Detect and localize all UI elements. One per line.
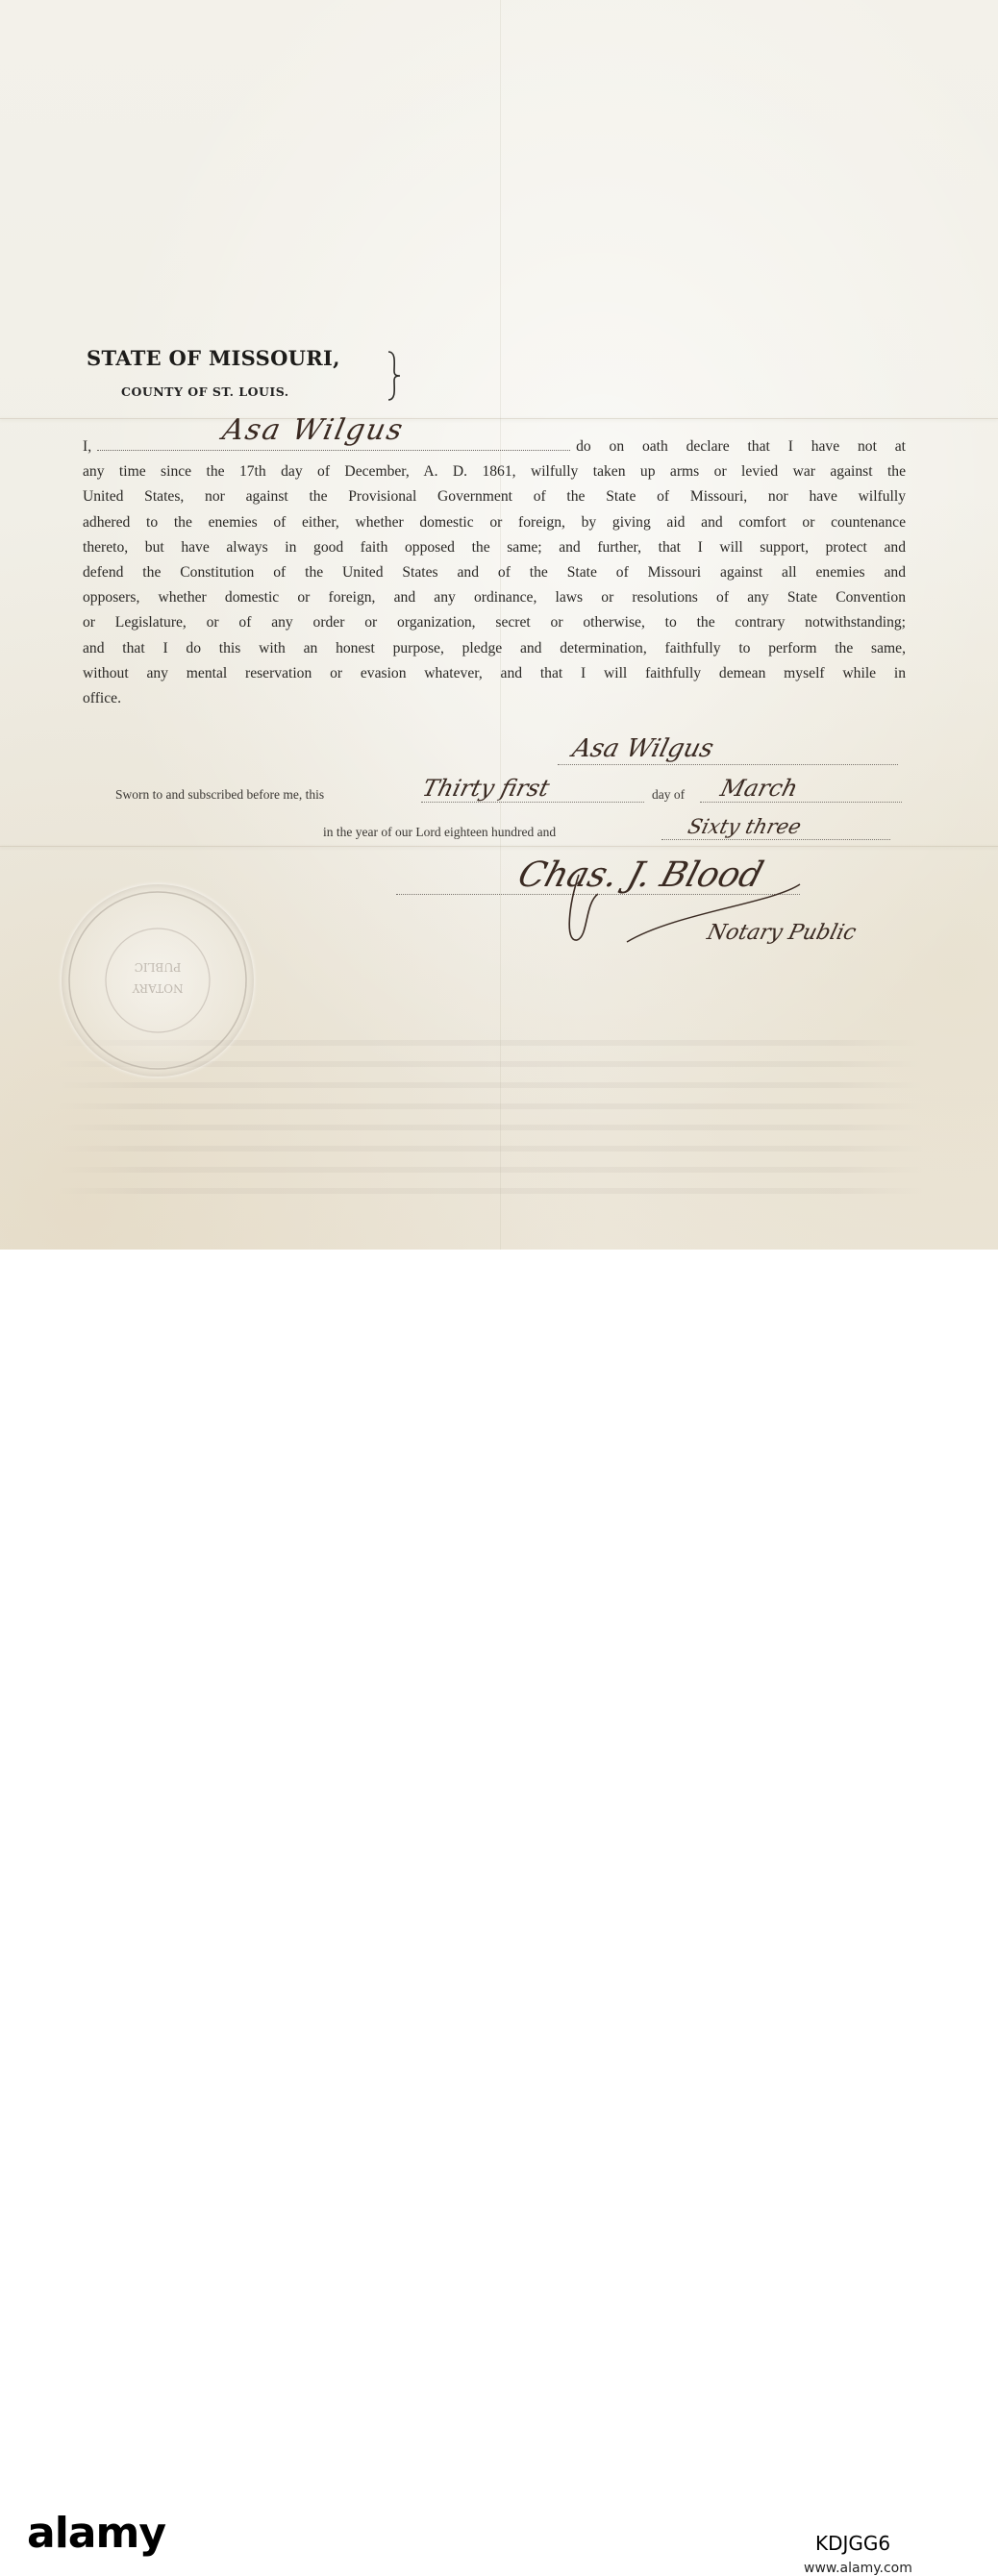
day-of-text: day of xyxy=(652,787,686,802)
notary-title: Notary Public xyxy=(704,921,859,945)
county-heading: COUNTY OF ST. LOUIS. xyxy=(121,384,289,399)
alamy-logo: alamy xyxy=(27,2509,165,2558)
notary-signature: Chas. J. Blood xyxy=(513,855,768,895)
handwritten-name: Asa Wilgus xyxy=(219,413,408,447)
oath-line: United States, nor against the Provisional Government of the State of Missouri, nor have wilfully xyxy=(83,488,906,506)
sworn-text: Sworn to and subscribed before me, this xyxy=(115,787,325,802)
oath-line: any time since the 17th day of December, A. D. 1861, wilfully taken up arms or levied war against the xyxy=(83,463,906,481)
oath-line: opposers, whether domestic or foreign, and any ordinance, laws or resolutions of any State Convention xyxy=(83,589,906,607)
day-written: Thirty first xyxy=(419,775,553,802)
state-heading: STATE OF MISSOURI, xyxy=(87,346,340,370)
oath-line: or Legislature, or of any order or organization, secret or otherwise, to the contrary notwithstanding; xyxy=(83,614,906,632)
oath-line: I, do on oath declare that I have not at xyxy=(83,438,906,455)
oath-line: office. xyxy=(83,690,121,707)
oath-line: defend the Constitution of the United States and of the State of Missouri against all enemies and xyxy=(83,564,906,582)
svg-text:PUBLIC: PUBLIC xyxy=(134,960,182,974)
notary-seal xyxy=(62,884,254,1077)
oath-line: adhered to the enemies of either, whether domestic or foreign, by giving aid and comfort or countenance xyxy=(83,513,906,531)
oath-prefix: I, xyxy=(83,438,92,455)
signature-line xyxy=(558,764,898,765)
month-line xyxy=(700,802,902,803)
watermark-bar xyxy=(0,1250,998,2576)
watermark-url: www.alamy.com xyxy=(804,2561,912,2576)
seal-icon xyxy=(62,884,254,1077)
image-id: KDJGG6 xyxy=(815,2532,891,2555)
year-line xyxy=(661,839,890,840)
year-text: in the year of our Lord eighteen hundred and xyxy=(323,825,557,839)
year-written: Sixty three xyxy=(686,815,804,838)
svg-text:NOTARY: NOTARY xyxy=(132,981,184,995)
subscriber-signature: Asa Wilgus xyxy=(569,734,717,763)
oath-line: and that I do this with an honest purpose, pledge and determination, faithfully to perform the same, xyxy=(83,639,906,656)
month-written: March xyxy=(717,775,801,802)
document-page xyxy=(0,0,998,1250)
day-line xyxy=(421,802,644,803)
oath-line: without any mental reservation or evasion whatever, and that I will faithfully demean myself while in xyxy=(83,664,906,681)
oath-line: thereto, but have always in good faith opposed the same; and further, that I will support, protect and xyxy=(83,538,906,556)
